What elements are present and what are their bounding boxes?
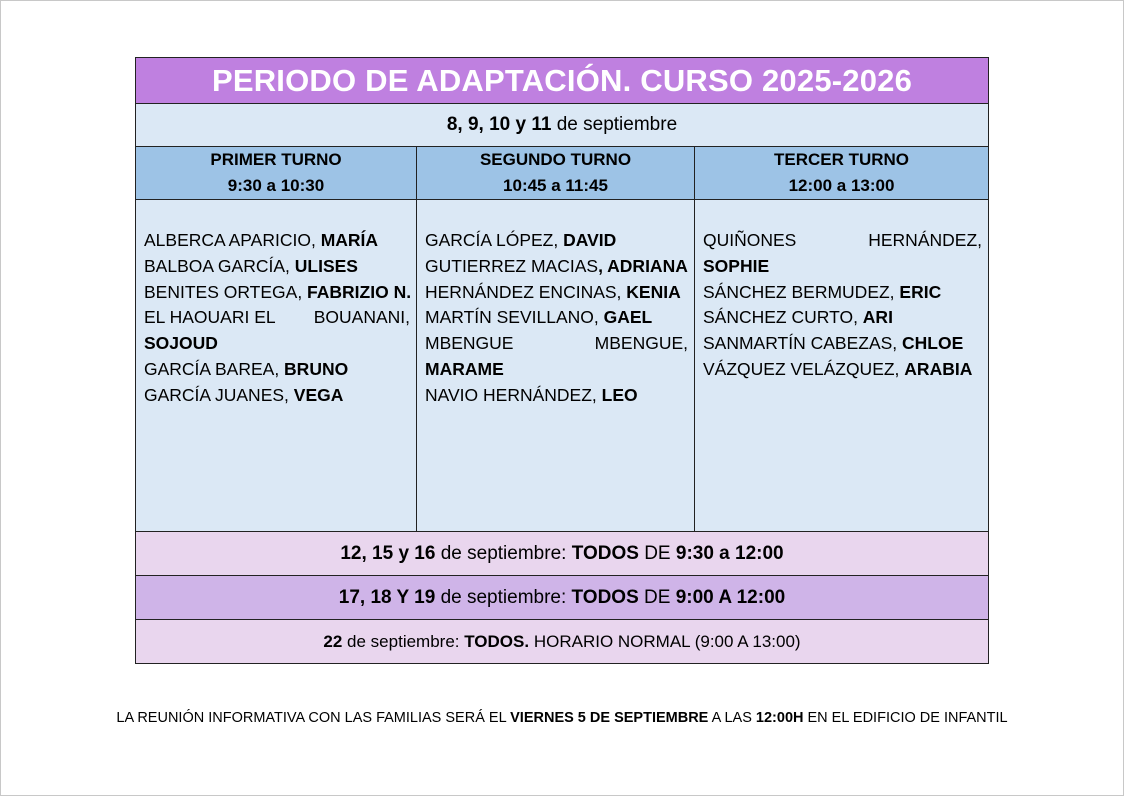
- schedule-row-2: 17, 18 Y 19 de septiembre: TODOS DE 9:00 A 12:00: [136, 576, 988, 620]
- list-item: SÁNCHEZ CURTO, ARI: [703, 307, 893, 328]
- list-item: GARCÍA JUANES, VEGA: [144, 384, 344, 405]
- schedule-row-1: 12, 15 y 16 de septiembre: TODOS DE 9:30 a 12:00: [136, 532, 988, 576]
- list-item: ALBERCA APARICIO, MARÍA: [144, 230, 379, 250]
- list-item-name: SOJOUD: [144, 333, 218, 354]
- turn2-student-list: [417, 200, 695, 531]
- first-period-suffix: de septiembre: [551, 114, 678, 135]
- list-item: MBENGUE MBENGUE,: [425, 333, 688, 354]
- list-item: QUIÑONES HERNÁNDEZ,: [703, 230, 982, 250]
- list-item: EL HAOUARI EL BOUANANI,: [144, 307, 410, 328]
- table-title: PERIODO DE ADAPTACIÓN. CURSO 2025-2026: [136, 58, 988, 104]
- turn-time: 12:00 a 13:00: [788, 176, 895, 195]
- turn-header-1: [136, 147, 417, 199]
- list-item-name: MARAME: [425, 358, 504, 379]
- list-item: GUTIERREZ MACIAS, ADRIANA: [425, 255, 688, 276]
- footer-note: LA REUNIÓN INFORMATIVA CON LAS FAMILIAS SERÁ EL VIERNES 5 DE SEPTIEMBRE A LAS 12:00H EN EL EDIFICIO DE INFANTIL: [116, 710, 1008, 726]
- list-item: NAVIO HERNÁNDEZ, LEO: [425, 384, 638, 405]
- turn-name: TERCER TURNO: [773, 150, 910, 169]
- turn1-student-list: [136, 200, 417, 531]
- turn-headers: [136, 147, 988, 200]
- turn-name: SEGUNDO TURNO: [479, 150, 632, 169]
- turn3-student-list: [695, 200, 988, 531]
- list-item-name: SOPHIE: [703, 255, 770, 276]
- turn-name: PRIMER TURNO: [210, 150, 342, 169]
- list-item: BALBOA GARCÍA, ULISES: [144, 255, 358, 276]
- list-item: GARCÍA LÓPEZ, DAVID: [425, 230, 617, 250]
- schedule-row-3: 22 de septiembre: TODOS. HORARIO NORMAL (9:00 A 13:00): [136, 620, 988, 663]
- turn-header-2: [417, 147, 695, 199]
- list-item: SÁNCHEZ BERMUDEZ, ERIC: [703, 281, 942, 302]
- turn-time: 9:30 a 10:30: [227, 176, 325, 195]
- schedule-table: [135, 57, 989, 664]
- list-item: HERNÁNDEZ ENCINAS, KENIA: [425, 281, 681, 302]
- student-lists: [136, 200, 988, 532]
- list-item: BENITES ORTEGA, FABRIZIO N.: [144, 281, 412, 302]
- first-period-dates: [136, 104, 988, 147]
- list-item: MARTÍN SEVILLANO, GAEL: [425, 307, 653, 328]
- list-item: VÁZQUEZ VELÁZQUEZ, ARABIA: [703, 358, 973, 379]
- list-item: SANMARTÍN CABEZAS, CHLOE: [703, 333, 964, 354]
- turn-header-3: [695, 147, 988, 199]
- turn-time: 10:45 a 11:45: [503, 176, 608, 195]
- first-period-days: 8, 9, 10 y 11: [446, 114, 552, 135]
- list-item: GARCÍA BAREA, BRUNO: [144, 358, 349, 379]
